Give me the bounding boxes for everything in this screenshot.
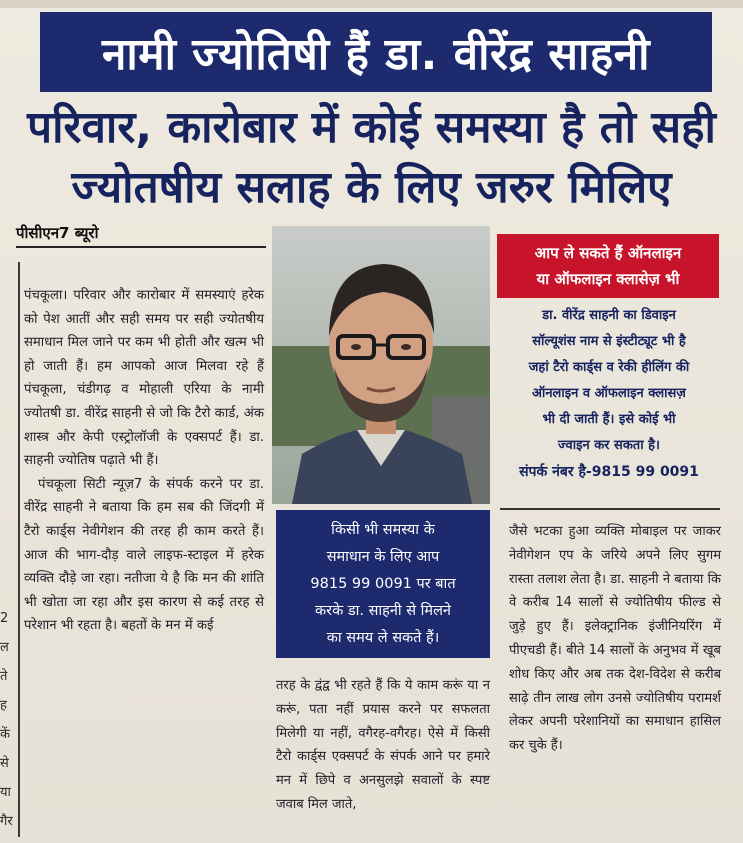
appointment-line: किसी भी समस्या के <box>331 521 435 538</box>
article-paragraph-4: जैसे भटका हुआ व्यक्ति मोबाइल पर जाकर नेवीगेशन एप के जरिये अपने लिए सुगम रास्ता तलाश लेता है। डा. साहनी ने बताया कि वे करीब 14 सालों से ज्योतिषीय फील्ड से जुड़े हुए हैं। इलेक्ट्रानिक इंजीनियरिंग में पीएचडी हैं। बीते 14 सालों के अनुभव में खूब शोध किए और अब तक देश-विदेश से करीब साढ़े तीन लाख लोग उनसे ज्योतिषीय परामर्श लेकर अपनी परेशानियों का समाधान हासिल कर चुके हैं। <box>509 524 721 754</box>
banner-title: नामी ज्योतिषी हैं डा. वीरेंद्र साहनी <box>101 29 651 80</box>
headline-line-1: परिवार, कारोबार में कोई समस्या है तो सही <box>27 102 716 153</box>
callout-line: सॉल्यूशंस नाम से इंस्टीट्यूट भी है <box>532 334 686 349</box>
portrait-illustration <box>272 226 490 504</box>
contact-number: संपर्क नंबर है-9815 99 0091 <box>519 464 699 480</box>
margin-fragment: ह <box>0 698 7 713</box>
callout-header-line-2: या ऑफलाइन क्लासेज़ भी <box>536 270 680 288</box>
article-paragraph-3: तरह के द्वंद्व भी रहते हैं कि ये काम करूं या न करूं, पता नहीं प्रयास करने पर सफलता मिलेगी या नहीं, वगैरह-वगैरह। ऐसे में किसी टैरो कार्ड्स एक्सपर्ट के संपर्क आने पर हमारे मन में छिपे व अनसुलझे सवालों के स्पष्ट जवाब मिल जाते, <box>276 678 490 812</box>
margin-fragments <box>0 604 16 836</box>
margin-fragment: या <box>0 785 11 800</box>
appointment-line: करके डा. साहनी से मिलने <box>315 602 451 619</box>
byline-rule <box>16 246 266 248</box>
margin-fragment: ल <box>0 640 9 655</box>
callout-line: भी दी जाती हैं। इसे कोई भी <box>542 412 676 427</box>
headline-banner <box>40 12 712 92</box>
callout-line: ज्वाइन कर सकता है। <box>558 438 660 453</box>
byline: पीसीएन7 ब्यूरो <box>16 224 99 242</box>
margin-fragment: से <box>0 756 9 771</box>
callout-line: ऑनलाइन व ऑफलाइन क्लासज़ <box>532 386 686 401</box>
page-top-strip <box>0 0 743 8</box>
left-article-column <box>24 284 264 638</box>
headline-line-2: ज्योतषीय सलाह के लिए जरुर मिलिए <box>71 162 672 213</box>
appointment-callout <box>276 510 490 658</box>
appointment-line: 9815 99 0091 पर बात <box>310 575 456 592</box>
column-divider <box>18 262 20 837</box>
margin-fragment: ते <box>0 669 8 684</box>
callout-header-line-1: आप ले सकते हैं ऑनलाइन <box>534 244 682 262</box>
classes-callout-body <box>500 303 718 485</box>
appointment-line: समाधान के लिए आप <box>326 548 440 565</box>
portrait-photo <box>272 226 490 504</box>
callout-line: जहां टैरो कार्ड्स व रेकी हीलिंग की <box>528 360 690 375</box>
margin-fragment: 2 <box>0 611 9 626</box>
margin-fragment: कें <box>0 727 10 742</box>
classes-callout-header <box>497 234 719 298</box>
appointment-line: का समय ले सकते हैं। <box>326 629 440 646</box>
callout-line: डा. वीरेंद्र साहनी का डिवाइन <box>542 308 676 323</box>
right-article-column <box>509 520 721 758</box>
article-paragraph-1: पंचकूला। परिवार और कारोबार में समस्याएं हरेक को पेश आतीं और सही समय पर सही ज्योतषीय समाधान मिल जाने पर कम भी होती और खत्म भी हो जाती हैं। हम आपको आज मिलवा रहे हैं पंचकूला, चंडीगढ़ व मोहाली एरिया के नामी ज्योतषी डा. वीरेंद्र साहनी से जो कि टैरो कार्ड, अंक शास्त्र और केपी एस्ट्रोलॉजी के एक्सपर्ट हैं। डा. साहनी ज्योतिष पढ़ाते भी हैं। <box>24 288 264 469</box>
middle-article-column <box>276 674 490 817</box>
margin-fragment: गैर <box>0 814 13 829</box>
callout-rule <box>500 508 720 510</box>
article-paragraph-2: पंचकूला सिटी न्यूज़7 के संपर्क करने पर डा. वीरेंद्र साहनी ने बताया कि हम सब की जिंदगी में टैरो कार्ड्स नेवीगेशन की तरह ही काम करते हैं। आज की भाग-दौड़ वाले लाइफ-स्टाइल में हरेक व्यक्ति दौड़े जा रहा। नतीजा ये है कि मन की शांति भी खोता जा रहा और इस कारण से कई तरह से परेशान भी रहता है। बहतों के मन में कई <box>24 476 264 634</box>
